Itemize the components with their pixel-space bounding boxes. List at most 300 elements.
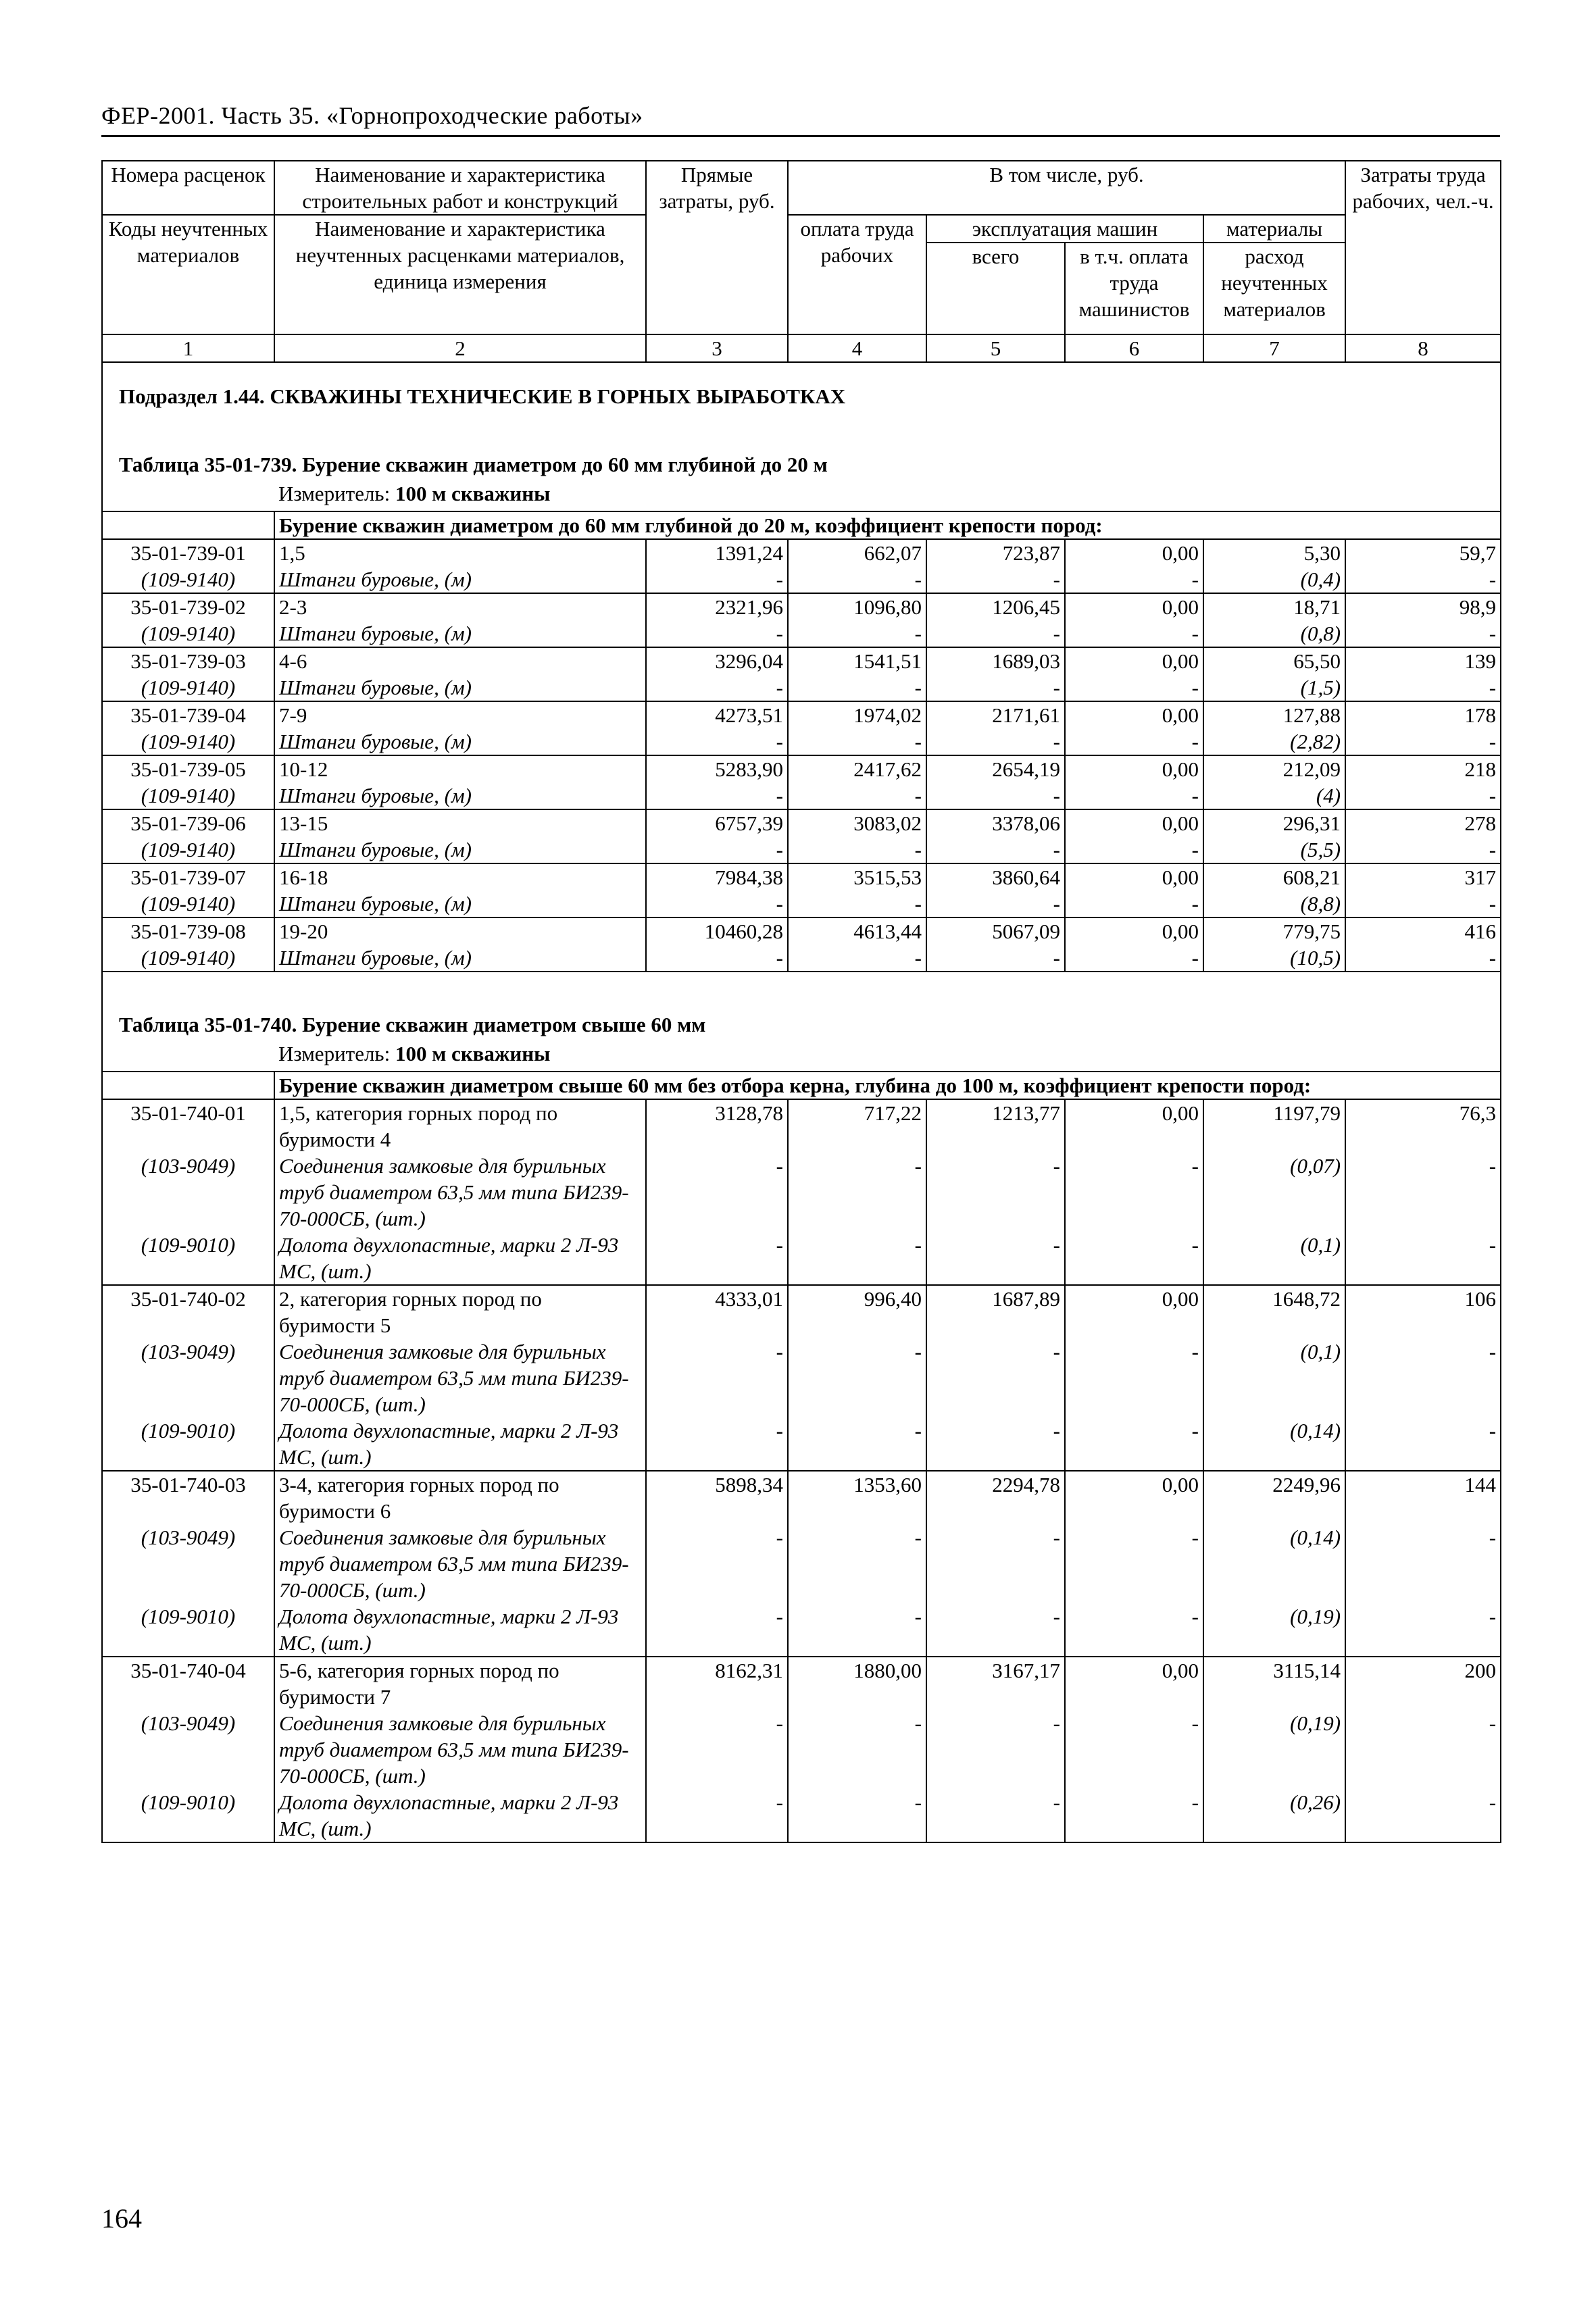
rate-row [102, 755, 1501, 782]
dash: - [1065, 1153, 1203, 1232]
dash: - [646, 836, 788, 863]
column-number: 1 [102, 334, 274, 362]
worker-pay: 662,07 [788, 539, 926, 566]
direct-costs: 3296,04 [646, 647, 788, 674]
material-code: (109-9010) [102, 1417, 274, 1471]
dash: - [646, 1789, 788, 1842]
direct-costs: 1391,24 [646, 539, 788, 566]
material-code: (109-9010) [102, 1232, 274, 1285]
material-consumption: (2,82) [1203, 728, 1345, 755]
spacer [102, 972, 1501, 987]
worker-pay: 1880,00 [788, 1657, 926, 1710]
materials-cost: 1197,79 [1203, 1099, 1345, 1153]
worker-pay: 1353,60 [788, 1471, 926, 1524]
materials-cost: 608,21 [1203, 863, 1345, 890]
header-row-1 [102, 161, 1501, 215]
direct-costs: 7984,38 [646, 863, 788, 890]
rate-code: 35-01-739-04 [102, 701, 274, 728]
dash: - [1345, 1417, 1501, 1471]
rate-code: 35-01-739-07 [102, 863, 274, 890]
dash: - [646, 728, 788, 755]
material-row [102, 1417, 1501, 1471]
rate-code: 35-01-739-02 [102, 593, 274, 620]
table-title-row [102, 427, 1501, 478]
labor-hours: 178 [1345, 701, 1501, 728]
rate-row [102, 539, 1501, 566]
worker-pay: 1974,02 [788, 701, 926, 728]
dash: - [926, 1338, 1065, 1417]
dash: - [1065, 1603, 1203, 1657]
dash: - [926, 890, 1065, 917]
dash: - [788, 1710, 926, 1789]
material-row [102, 1338, 1501, 1417]
dash: - [788, 1338, 926, 1417]
material-name: Соединения замковые для бурильных труб диаметром 63,5 мм типа БИ239-70-000СБ, (шт.) [274, 1153, 646, 1232]
meter-line [102, 478, 1501, 511]
material-consumption: (0,14) [1203, 1524, 1345, 1603]
dash: - [1345, 674, 1501, 701]
meter-value: 100 м скважины [395, 482, 551, 505]
dash: - [646, 620, 788, 647]
direct-costs: 10460,28 [646, 917, 788, 945]
dash: - [1065, 1710, 1203, 1789]
column-number: 2 [274, 334, 646, 362]
material-name: Соединения замковые для бурильных труб диаметром 63,5 мм типа БИ239-70-000СБ, (шт.) [274, 1710, 646, 1789]
material-row [102, 1710, 1501, 1789]
material-consumption: (0,8) [1203, 620, 1345, 647]
rate-row [102, 863, 1501, 890]
machines-total: 1687,89 [926, 1285, 1065, 1338]
rate-name: 13-15 [274, 809, 646, 836]
material-consumption: (0,1) [1203, 1232, 1345, 1285]
labor-hours: 98,9 [1345, 593, 1501, 620]
material-consumption: (0,4) [1203, 566, 1345, 593]
material-code: (109-9140) [102, 836, 274, 863]
dash: - [1345, 1338, 1501, 1417]
material-code: (109-9010) [102, 1603, 274, 1657]
meter-value: 100 м скважины [395, 1042, 551, 1065]
labor-hours: 416 [1345, 917, 1501, 945]
dash: - [1065, 1232, 1203, 1285]
dash: - [1345, 566, 1501, 593]
machinist-pay: 0,00 [1065, 863, 1203, 890]
rate-code: 35-01-740-03 [102, 1471, 274, 1524]
direct-costs: 5898,34 [646, 1471, 788, 1524]
material-row [102, 728, 1501, 755]
rate-code: 35-01-739-06 [102, 809, 274, 836]
rate-name: 3-4, категория горных пород по буримости 6 [274, 1471, 646, 1524]
dash: - [926, 674, 1065, 701]
dash: - [788, 945, 926, 972]
machinist-pay: 0,00 [1065, 1471, 1203, 1524]
labor-hours: 278 [1345, 809, 1501, 836]
machinist-pay: 0,00 [1065, 809, 1203, 836]
column-number: 6 [1065, 334, 1203, 362]
material-code: (109-9140) [102, 674, 274, 701]
rate-row [102, 701, 1501, 728]
materials-cost: 3115,14 [1203, 1657, 1345, 1710]
material-name: Штанги буровые, (м) [274, 674, 646, 701]
dash: - [646, 1232, 788, 1285]
rate-code: 35-01-740-02 [102, 1285, 274, 1338]
dash: - [788, 1789, 926, 1842]
machines-total: 723,87 [926, 539, 1065, 566]
material-code: (109-9140) [102, 728, 274, 755]
header-including: В том числе, руб. [788, 161, 1345, 215]
dash: - [1345, 728, 1501, 755]
rate-row [102, 1657, 1501, 1710]
material-consumption: (0,1) [1203, 1338, 1345, 1417]
material-name: Штанги буровые, (м) [274, 620, 646, 647]
machines-total: 1213,77 [926, 1099, 1065, 1153]
header-rate-number: Номера расценок [102, 161, 274, 215]
material-row [102, 782, 1501, 809]
material-name: Штанги буровые, (м) [274, 566, 646, 593]
dash: - [646, 945, 788, 972]
material-code: (103-9049) [102, 1524, 274, 1603]
material-code: (109-9140) [102, 890, 274, 917]
materials-cost: 2249,96 [1203, 1471, 1345, 1524]
dash: - [646, 890, 788, 917]
labor-hours: 139 [1345, 647, 1501, 674]
machinist-pay: 0,00 [1065, 917, 1203, 945]
machines-total: 3378,06 [926, 809, 1065, 836]
rate-name: 5-6, категория горных пород по буримости 7 [274, 1657, 646, 1710]
dash: - [1065, 1417, 1203, 1471]
material-consumption: (1,5) [1203, 674, 1345, 701]
dash: - [1345, 890, 1501, 917]
rate-row [102, 593, 1501, 620]
rate-name: 2-3 [274, 593, 646, 620]
labor-hours: 218 [1345, 755, 1501, 782]
header-work-name: Наименование и характеристика строительных работ и конструкций [274, 161, 646, 215]
materials-cost: 18,71 [1203, 593, 1345, 620]
header-row-2 [102, 215, 1501, 243]
material-code: (109-9140) [102, 566, 274, 593]
dash: - [788, 674, 926, 701]
dash: - [788, 1524, 926, 1603]
price-table [101, 160, 1501, 1843]
meter-label: Измеритель: [278, 482, 391, 505]
dash: - [1065, 836, 1203, 863]
spacer-row [102, 972, 1501, 987]
dash: - [926, 782, 1065, 809]
material-row [102, 890, 1501, 917]
rate-code: 35-01-739-03 [102, 647, 274, 674]
direct-costs: 2321,96 [646, 593, 788, 620]
material-consumption: (8,8) [1203, 890, 1345, 917]
dash: - [926, 1524, 1065, 1603]
dash: - [926, 728, 1065, 755]
material-row [102, 566, 1501, 593]
materials-cost: 127,88 [1203, 701, 1345, 728]
dash: - [1345, 620, 1501, 647]
rate-code: 35-01-739-08 [102, 917, 274, 945]
direct-costs: 6757,39 [646, 809, 788, 836]
table-title: Таблица 35-01-739. Бурение скважин диаметром до 60 мм глубиной до 20 м [102, 427, 1501, 478]
material-code: (109-9140) [102, 782, 274, 809]
rate-name: 4-6 [274, 647, 646, 674]
dash: - [1065, 566, 1203, 593]
header-material-consumption: расход неучтенных материалов [1203, 243, 1345, 334]
labor-hours: 106 [1345, 1285, 1501, 1338]
material-consumption: (0,26) [1203, 1789, 1345, 1842]
dash: - [788, 566, 926, 593]
material-consumption: (0,07) [1203, 1153, 1345, 1232]
header-machinist-pay: в т.ч. оплата труда машинистов [1065, 243, 1203, 334]
dash: - [788, 1603, 926, 1657]
dash: - [926, 836, 1065, 863]
dash: - [926, 1710, 1065, 1789]
materials-cost: 65,50 [1203, 647, 1345, 674]
group-heading-row [102, 511, 1501, 539]
dash: - [788, 890, 926, 917]
machinist-pay: 0,00 [1065, 593, 1203, 620]
column-number: 4 [788, 334, 926, 362]
direct-costs: 3128,78 [646, 1099, 788, 1153]
material-code: (103-9049) [102, 1338, 274, 1417]
machines-total: 1206,45 [926, 593, 1065, 620]
material-row [102, 620, 1501, 647]
dash: - [1065, 1524, 1203, 1603]
labor-hours: 200 [1345, 1657, 1501, 1710]
group-heading-row [102, 1072, 1501, 1099]
dash: - [1345, 1710, 1501, 1789]
rate-name: 7-9 [274, 701, 646, 728]
dash: - [646, 1417, 788, 1471]
header-materials: материалы [1203, 215, 1345, 243]
direct-costs: 4273,51 [646, 701, 788, 728]
dash: - [1065, 945, 1203, 972]
meter-row [102, 1038, 1501, 1072]
material-row [102, 836, 1501, 863]
material-row [102, 1153, 1501, 1232]
dash: - [646, 782, 788, 809]
header-worker-pay: оплата труда рабочих [788, 215, 926, 334]
material-name: Штанги буровые, (м) [274, 945, 646, 972]
worker-pay: 1541,51 [788, 647, 926, 674]
empty-cell [102, 1072, 274, 1099]
rate-row [102, 1285, 1501, 1338]
worker-pay: 3083,02 [788, 809, 926, 836]
material-row [102, 1789, 1501, 1842]
direct-costs: 5283,90 [646, 755, 788, 782]
dash: - [646, 1338, 788, 1417]
dash: - [1065, 1789, 1203, 1842]
worker-pay: 3515,53 [788, 863, 926, 890]
material-consumption: (5,5) [1203, 836, 1345, 863]
materials-cost: 296,31 [1203, 809, 1345, 836]
materials-cost: 5,30 [1203, 539, 1345, 566]
material-consumption: (0,19) [1203, 1603, 1345, 1657]
labor-hours: 76,3 [1345, 1099, 1501, 1153]
subsection-row [102, 362, 1501, 427]
dash: - [646, 1603, 788, 1657]
rate-row [102, 1471, 1501, 1524]
table-title: Таблица 35-01-740. Бурение скважин диаметром свыше 60 мм [102, 987, 1501, 1038]
column-number: 5 [926, 334, 1065, 362]
material-consumption: (4) [1203, 782, 1345, 809]
material-row [102, 674, 1501, 701]
header-machines-total: всего [926, 243, 1065, 334]
materials-cost: 212,09 [1203, 755, 1345, 782]
column-number: 7 [1203, 334, 1345, 362]
dash: - [788, 1417, 926, 1471]
dash: - [926, 1789, 1065, 1842]
materials-cost: 1648,72 [1203, 1285, 1345, 1338]
rate-code: 35-01-739-01 [102, 539, 274, 566]
dash: - [1345, 1153, 1501, 1232]
material-name: Долота двухлопастные, марки 2 Л-93 МС, (шт.) [274, 1789, 646, 1842]
dash: - [788, 782, 926, 809]
dash: - [646, 674, 788, 701]
rate-name: 2, категория горных пород по буримости 5 [274, 1285, 646, 1338]
direct-costs: 4333,01 [646, 1285, 788, 1338]
dash: - [1065, 620, 1203, 647]
material-name: Штанги буровые, (м) [274, 728, 646, 755]
running-header: ФЕР-2001. Часть 35. «Горнопроходческие работы» [101, 102, 643, 129]
rate-row [102, 809, 1501, 836]
column-number: 8 [1345, 334, 1501, 362]
material-name: Долота двухлопастные, марки 2 Л-93 МС, (шт.) [274, 1603, 646, 1657]
page-number: 164 [101, 2203, 142, 2234]
material-code: (109-9010) [102, 1789, 274, 1842]
header-direct-costs: Прямые затраты, руб. [646, 161, 788, 334]
header-material-codes: Коды неучтенных материалов [102, 215, 274, 334]
machines-total: 2294,78 [926, 1471, 1065, 1524]
material-name: Соединения замковые для бурильных труб диаметром 63,5 мм типа БИ239-70-000СБ, (шт.) [274, 1338, 646, 1417]
empty-cell [102, 511, 274, 539]
rate-name: 19-20 [274, 917, 646, 945]
dash: - [646, 1710, 788, 1789]
worker-pay: 996,40 [788, 1285, 926, 1338]
meter-line [102, 1038, 1501, 1072]
rate-row [102, 917, 1501, 945]
machinist-pay: 0,00 [1065, 755, 1203, 782]
material-consumption: (0,14) [1203, 1417, 1345, 1471]
worker-pay: 1096,80 [788, 593, 926, 620]
machinist-pay: 0,00 [1065, 701, 1203, 728]
dash: - [1345, 945, 1501, 972]
material-code: (109-9140) [102, 945, 274, 972]
dash: - [1065, 782, 1203, 809]
group-heading: Бурение скважин диаметром до 60 мм глубиной до 20 м, коэффициент крепости пород: [274, 511, 1501, 539]
header-rule [101, 135, 1500, 137]
material-row [102, 945, 1501, 972]
machinist-pay: 0,00 [1065, 539, 1203, 566]
dash: - [788, 836, 926, 863]
worker-pay: 2417,62 [788, 755, 926, 782]
dash: - [1345, 836, 1501, 863]
rate-row [102, 1099, 1501, 1153]
dash: - [646, 566, 788, 593]
dash: - [788, 1153, 926, 1232]
group-heading: Бурение скважин диаметром свыше 60 мм без отбора керна, глубина до 100 м, коэффициент крепости пород: [274, 1072, 1501, 1099]
rate-name: 16-18 [274, 863, 646, 890]
header-material-names: Наименование и характеристика неучтенных расценками материалов, единица измерения [274, 215, 646, 334]
header-labor-hours: Затраты труда рабочих, чел.-ч. [1345, 161, 1501, 334]
machinist-pay: 0,00 [1065, 1285, 1203, 1338]
dash: - [926, 566, 1065, 593]
meter-label: Измеритель: [278, 1042, 391, 1065]
labor-hours: 59,7 [1345, 539, 1501, 566]
material-name: Штанги буровые, (м) [274, 782, 646, 809]
labor-hours: 317 [1345, 863, 1501, 890]
machines-total: 1689,03 [926, 647, 1065, 674]
rate-code: 35-01-740-04 [102, 1657, 274, 1710]
machines-total: 2171,61 [926, 701, 1065, 728]
dash: - [788, 620, 926, 647]
machines-total: 3167,17 [926, 1657, 1065, 1710]
material-name: Долота двухлопастные, марки 2 Л-93 МС, (шт.) [274, 1232, 646, 1285]
direct-costs: 8162,31 [646, 1657, 788, 1710]
machines-total: 5067,09 [926, 917, 1065, 945]
meter-row [102, 478, 1501, 511]
machines-total: 3860,64 [926, 863, 1065, 890]
dash: - [1345, 1524, 1501, 1603]
dash: - [1065, 1338, 1203, 1417]
material-row [102, 1603, 1501, 1657]
rate-row [102, 647, 1501, 674]
dash: - [1345, 782, 1501, 809]
machinist-pay: 0,00 [1065, 1657, 1203, 1710]
material-name: Соединения замковые для бурильных труб диаметром 63,5 мм типа БИ239-70-000СБ, (шт.) [274, 1524, 646, 1603]
dash: - [926, 1232, 1065, 1285]
materials-cost: 779,75 [1203, 917, 1345, 945]
dash: - [1065, 674, 1203, 701]
material-name: Долота двухлопастные, марки 2 Л-93 МС, (шт.) [274, 1417, 646, 1471]
dash: - [1065, 890, 1203, 917]
material-row [102, 1524, 1501, 1603]
dash: - [926, 1603, 1065, 1657]
material-row [102, 1232, 1501, 1285]
header-numbers-row [102, 334, 1501, 362]
dash: - [646, 1524, 788, 1603]
machinist-pay: 0,00 [1065, 1099, 1203, 1153]
labor-hours: 144 [1345, 1471, 1501, 1524]
dash: - [926, 1153, 1065, 1232]
rate-name: 10-12 [274, 755, 646, 782]
machinist-pay: 0,00 [1065, 647, 1203, 674]
material-consumption: (10,5) [1203, 945, 1345, 972]
dash: - [788, 728, 926, 755]
material-code: (109-9140) [102, 620, 274, 647]
rate-name: 1,5, категория горных пород по буримости 4 [274, 1099, 646, 1153]
machines-total: 2654,19 [926, 755, 1065, 782]
dash: - [1345, 1789, 1501, 1842]
material-name: Штанги буровые, (м) [274, 836, 646, 863]
dash: - [1345, 1232, 1501, 1285]
material-code: (103-9049) [102, 1153, 274, 1232]
dash: - [926, 945, 1065, 972]
rate-name: 1,5 [274, 539, 646, 566]
worker-pay: 4613,44 [788, 917, 926, 945]
material-consumption: (0,19) [1203, 1710, 1345, 1789]
dash: - [926, 620, 1065, 647]
column-number: 3 [646, 334, 788, 362]
material-code: (103-9049) [102, 1710, 274, 1789]
rate-code: 35-01-740-01 [102, 1099, 274, 1153]
subsection-title: Подраздел 1.44. СКВАЖИНЫ ТЕХНИЧЕСКИЕ В ГОРНЫХ ВЫРАБОТКАХ [102, 362, 1501, 427]
header-machines: эксплуатация машин [926, 215, 1203, 243]
dash: - [1065, 728, 1203, 755]
rate-code: 35-01-739-05 [102, 755, 274, 782]
dash: - [788, 1232, 926, 1285]
dash: - [1345, 1603, 1501, 1657]
table-title-row [102, 987, 1501, 1038]
dash: - [926, 1417, 1065, 1471]
worker-pay: 717,22 [788, 1099, 926, 1153]
